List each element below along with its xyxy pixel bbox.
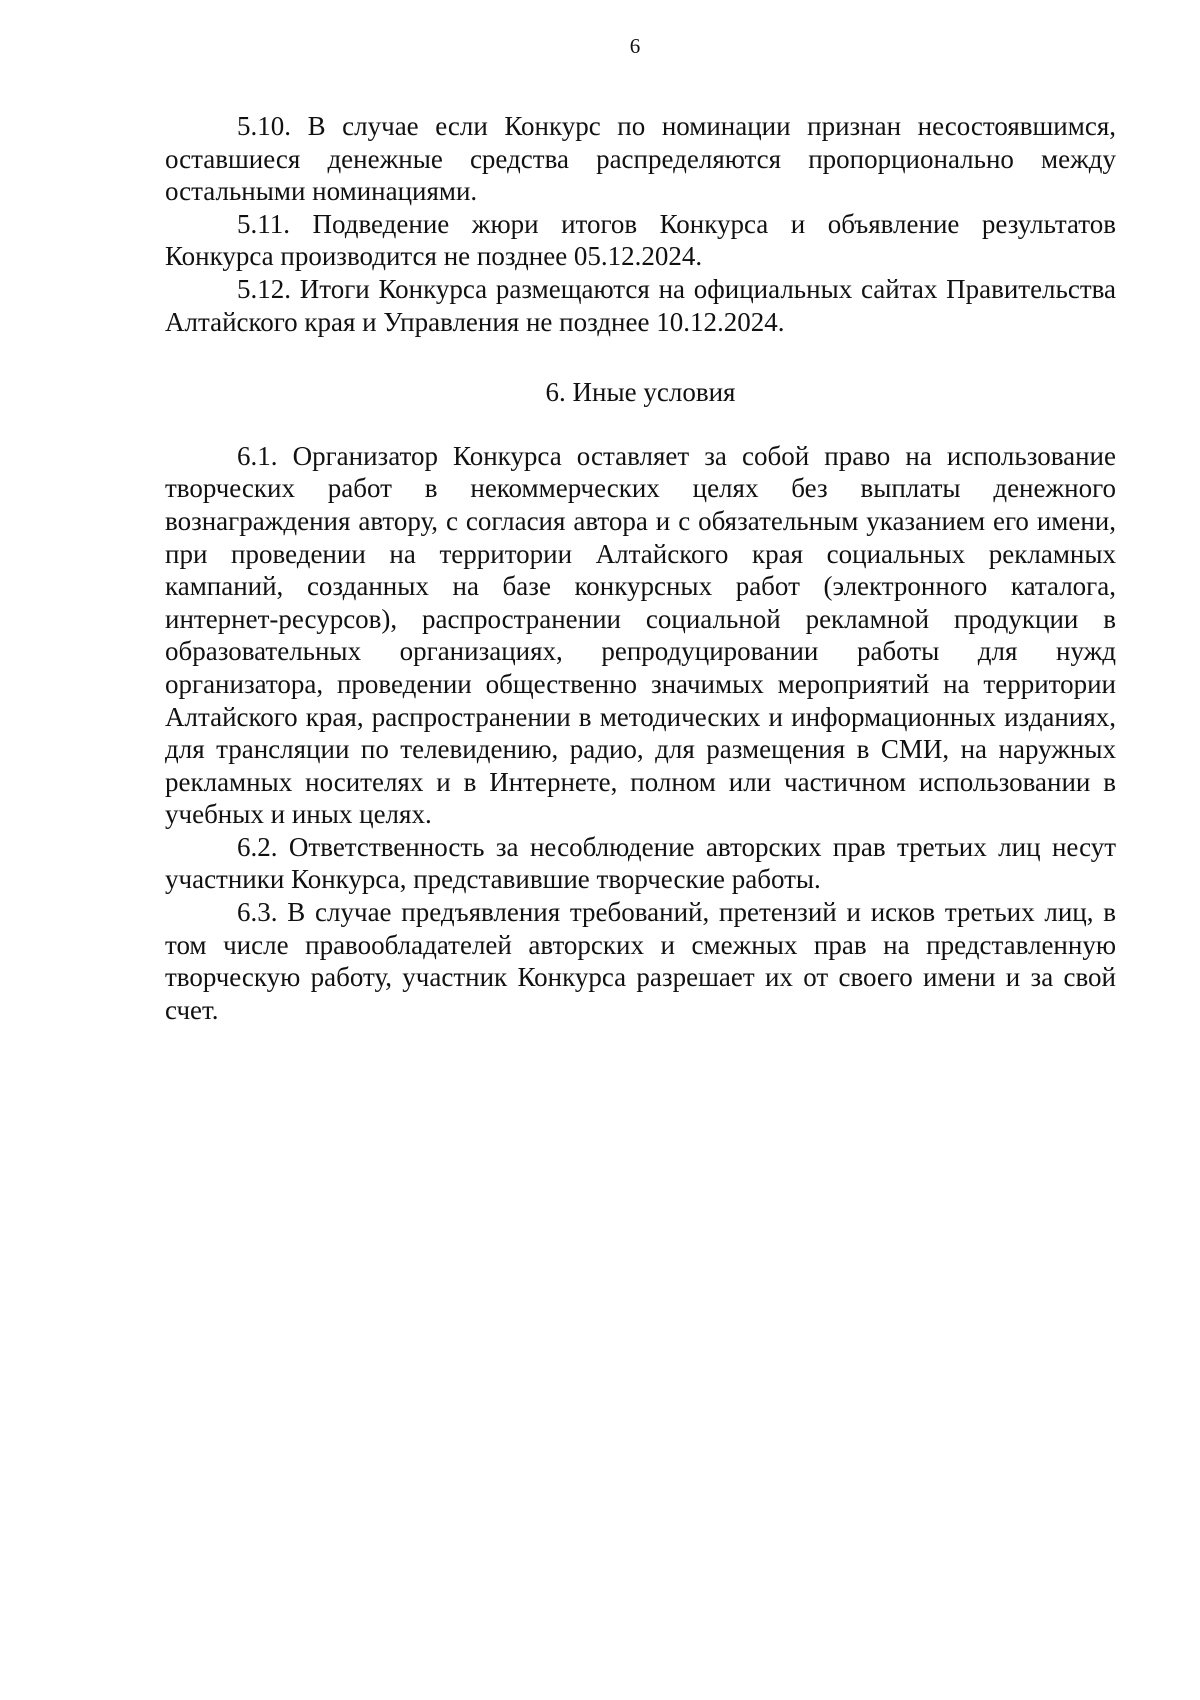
- page-number: 6: [629, 34, 641, 58]
- document-body: [165, 110, 1116, 1026]
- paragraph-6-3: 6.3. В случае предъявления требований, претензий и исков третьих лиц, в том числе правообладателей авторских и смежных прав на представленную творческую работу, участник Конкурса разрешает их от своего имени и за свой счет.: [165, 897, 1116, 1025]
- paragraph-5-11: 5.11. Подведение жюри итогов Конкурса и объявление результатов Конкурса производится не позднее 05.12.2024.: [165, 208, 1116, 272]
- paragraph-5-10: 5.10. В случае если Конкурс по номинации признан несостоявшимся, оставшиеся денежные средства распределяются пропорционально между остальными номинациями.: [165, 111, 1116, 207]
- section-heading-6: 6. Иные условия: [545, 377, 736, 408]
- paragraph-6-2: 6.2. Ответственность за несоблюдение авторских прав третьих лиц несут участники Конкурса, представившие творческие работы.: [165, 831, 1116, 895]
- paragraph-6-1: 6.1. Организатор Конкурса оставляет за собой право на использование творческих работ в некоммерческих целях без выплаты денежного вознаграждения автору, с согласия автора и с обязательным указанием его имени, при проведении на территории Алтайского края социальных рекламных кампаний, созданных на базе конкурсных работ (электронного каталога, интернет-ресурсов), распространении социальной рекламной продукции в образовательных организациях, репродуцировании работы для нужд организатора, проведении общественно значимых мероприятий на территории Алтайского края, распространении в методических и информационных изданиях, для трансляции по телевидению, радио, для размещения в СМИ, на наружных рекламных носителях и в Интернете, полном или частичном использовании в учебных и иных целях.: [165, 440, 1116, 830]
- paragraph-5-12: 5.12. Итоги Конкурса размещаются на официальных сайтах Правительства Алтайского края и Управления не позднее 10.12.2024.: [165, 273, 1116, 337]
